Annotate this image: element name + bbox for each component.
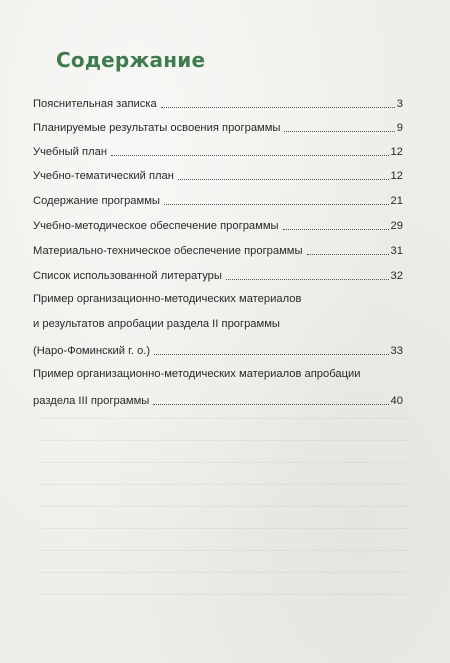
toc-entry [33,242,403,258]
toc-entry-title: (Наро-Фоминский г. о.) [33,345,151,357]
toc-entry-title: Список использованной литературы [33,270,222,282]
toc-entry-page: 12 [390,170,403,182]
dot-leader [307,253,389,255]
dot-leader [283,228,389,230]
dot-leader [154,353,388,355]
toc-entry-title: Учебно-методическое обеспечение программы [33,220,279,232]
toc-entry [33,192,403,208]
toc-entry-page: 40 [390,395,403,407]
toc-entry-title: Учебный план [33,146,108,158]
toc-entry-page: 33 [390,345,403,357]
toc-entry-title: Пояснительная записка [33,98,157,110]
toc-entry-page: 9 [396,122,403,134]
dot-leader [284,130,394,132]
dot-leader [226,278,389,280]
dot-leader [164,203,389,205]
toc-entry-page: 29 [390,220,403,232]
toc-entry-title: Пример организационно-методических материалов [33,293,302,305]
toc-entry-page: 32 [390,270,403,282]
page-title: Содержание [56,48,206,72]
show-through-texture [40,405,410,605]
dot-leader [111,154,389,156]
dot-leader [178,178,389,180]
toc-entry [33,167,403,183]
toc-entry [33,267,403,283]
toc-entry [33,119,403,135]
toc-entry-page: 21 [390,195,403,207]
toc-entry-title: раздела III программы [33,395,150,407]
toc-entry-title: Материально-техническое обеспечение программы [33,245,303,257]
toc-entry-title: и результатов апробации раздела II программы [33,318,280,330]
toc-entry [33,95,403,111]
toc-entry-page: 12 [390,146,403,158]
dot-leader [161,106,395,108]
toc-entry-title: Планируемые результаты освоения программы [33,122,281,134]
toc-entry-page: 3 [396,98,403,110]
toc-entry-title: Пример организационно-методических материалов апробации [33,368,361,380]
toc-entry [33,342,403,358]
toc-entry [33,217,403,233]
toc-entry-line [33,367,403,383]
toc-entry-page: 31 [390,245,403,257]
toc-entry-line [33,317,403,333]
toc-entry-title: Содержание программы [33,195,160,207]
toc-entry [33,143,403,159]
toc-entry-title: Учебно-тематический план [33,170,174,182]
toc-entry-line [33,292,403,308]
